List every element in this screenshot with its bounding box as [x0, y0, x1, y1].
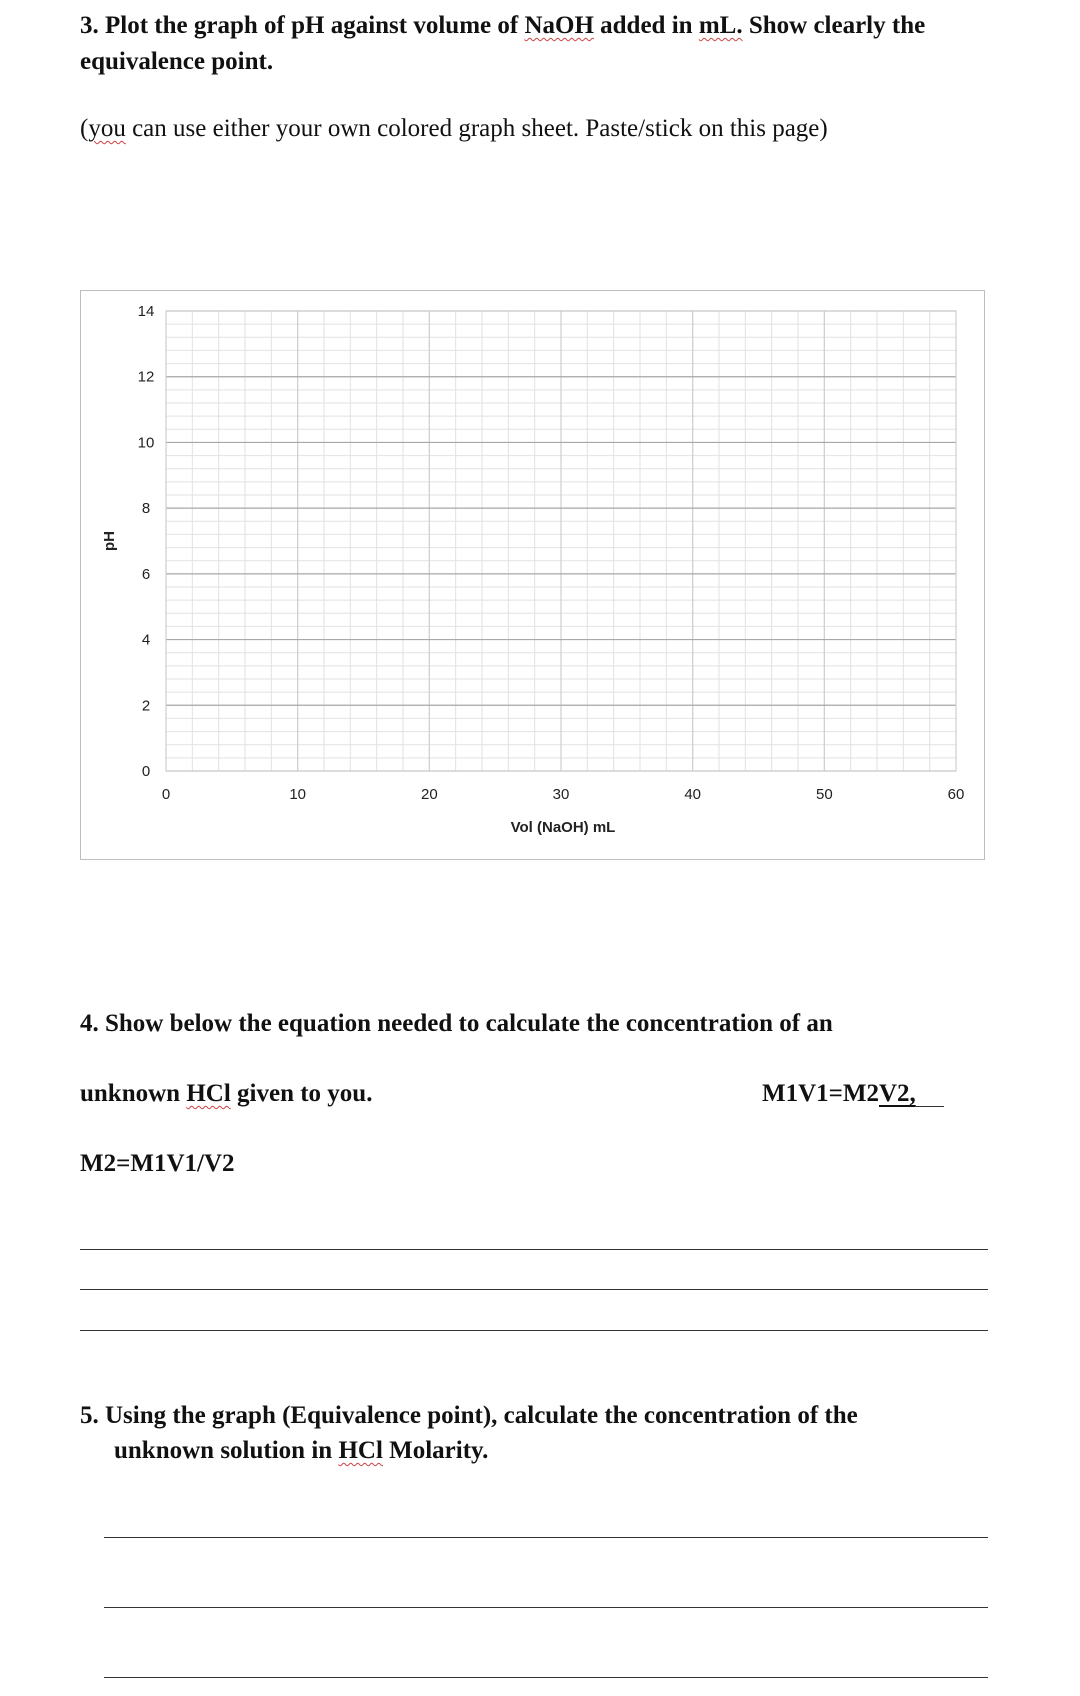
answer-line	[104, 1677, 988, 1678]
y-tick-label: 12	[137, 368, 155, 386]
question-4-text-given: given to you.	[237, 1080, 373, 1107]
y-tick-label: 4	[141, 631, 151, 649]
question-5-text: Using the graph (Equivalence point), calculate the concentration of the	[105, 1402, 858, 1429]
equation-m1v1-m2v2	[762, 1076, 944, 1112]
question-3-number: 3.	[80, 12, 99, 39]
ph-graph-frame	[80, 290, 985, 860]
y-tick-label: 10	[137, 434, 155, 452]
x-tick-labels	[162, 786, 965, 803]
note-you: you	[88, 115, 126, 142]
answer-line	[104, 1537, 988, 1538]
answer-line	[80, 1289, 988, 1290]
x-tick-label: 40	[684, 786, 702, 803]
hcl-term: HCl	[186, 1080, 231, 1107]
y-tick-label: 0	[141, 763, 151, 780]
question-4-line-1	[80, 1006, 833, 1042]
hcl-term-q5: HCl	[338, 1437, 383, 1464]
x-tick-label: 30	[552, 786, 570, 803]
ph-titration-chart	[81, 291, 986, 861]
question-5-line-2	[114, 1433, 488, 1469]
x-tick-label: 50	[815, 786, 833, 803]
equation-blank	[916, 1106, 944, 1107]
y-tick-labels	[138, 303, 155, 780]
question-3-text-a: Plot the graph of pH against volume of	[105, 12, 519, 39]
question-4-line-2	[80, 1076, 372, 1112]
note-paren: (	[80, 115, 89, 142]
x-tick-label: 20	[420, 786, 438, 803]
x-tick-label: 60	[947, 786, 965, 803]
question-3-text-c: Show clearly the	[748, 12, 926, 39]
x-tick-label: 10	[289, 786, 307, 803]
question-4-number: 4.	[80, 1010, 99, 1037]
ml-term: mL.	[698, 12, 743, 39]
x-tick-label: 0	[161, 786, 171, 803]
x-axis-label: Vol (NaOH) mL	[510, 819, 616, 836]
question-4-text-unknown: unknown	[80, 1080, 181, 1107]
question-3	[80, 8, 1020, 80]
answer-line	[80, 1249, 988, 1250]
question-5-line-1	[80, 1398, 858, 1434]
major-grid	[166, 311, 956, 771]
y-tick-label: 8	[141, 500, 151, 518]
question-3-text-b: added in	[600, 12, 693, 39]
answer-line	[104, 1607, 988, 1608]
answer-line	[80, 1330, 988, 1331]
equation-v2: V2,	[879, 1080, 916, 1107]
y-tick-label: 2	[141, 697, 151, 715]
question-5-text-unknown: unknown solution in	[114, 1437, 333, 1464]
y-tick-label: 6	[141, 565, 151, 583]
question-5-number: 5.	[80, 1402, 99, 1429]
equation-main: M1V1=M2	[762, 1080, 879, 1107]
y-axis-label: pH	[101, 531, 118, 551]
note-text: can use either your own colored graph sheet. Paste/stick on this page)	[125, 115, 828, 142]
y-tick-label: 14	[137, 303, 155, 320]
question-3-line-1	[80, 8, 1020, 44]
graph-instruction-note	[80, 115, 828, 143]
question-4-text: Show below the equation needed to calculate the concentration of an	[105, 1010, 833, 1037]
naoh-term: NaOH	[524, 12, 594, 39]
equation-m2: M2=M1V1/V2	[80, 1150, 235, 1177]
question-3-line-2: equivalence point.	[80, 48, 274, 75]
question-5-text-molarity: Molarity.	[389, 1437, 489, 1464]
